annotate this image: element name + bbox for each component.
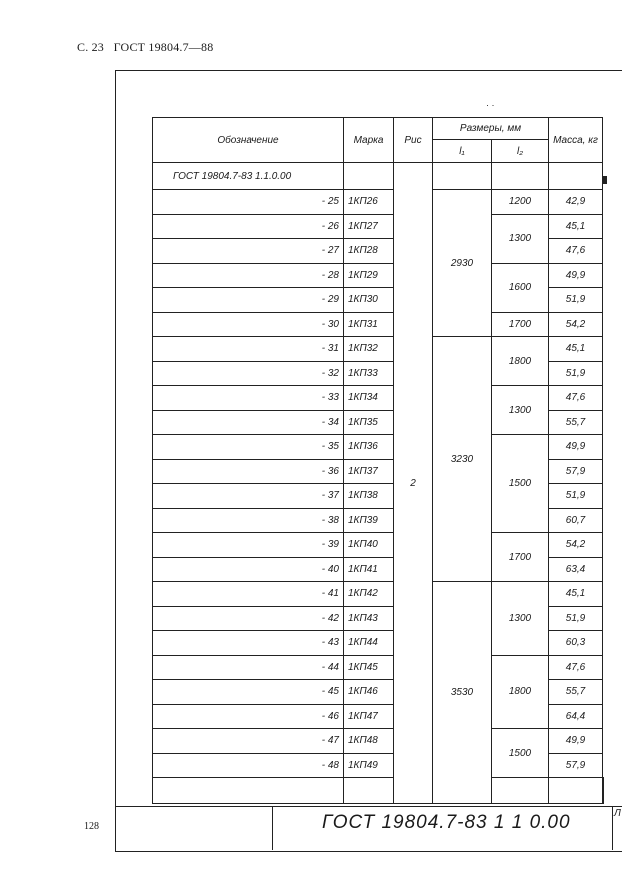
designation-cell: - 40 bbox=[153, 557, 344, 582]
mass-cell: 55,7 bbox=[549, 410, 603, 435]
l2-cell: 1700 bbox=[492, 312, 549, 337]
mark-cell: 1КП37 bbox=[344, 459, 394, 484]
mark-cell: 1КП27 bbox=[344, 214, 394, 239]
sheet-label: Л bbox=[614, 808, 621, 819]
mass-cell: 49,9 bbox=[549, 435, 603, 460]
page-number: 128 bbox=[84, 821, 99, 832]
mark-cell: 1КП45 bbox=[344, 655, 394, 680]
mass-cell: 47,6 bbox=[549, 655, 603, 680]
mark-cell: 1КП42 bbox=[344, 582, 394, 607]
header-l1: l₁ bbox=[433, 140, 492, 163]
designation-cell: - 37 bbox=[153, 484, 344, 509]
l1-cell: 3530 bbox=[433, 582, 492, 804]
mark-cell: 1КП32 bbox=[344, 337, 394, 362]
mark-cell: 1КП36 bbox=[344, 435, 394, 460]
mass-cell: 51,9 bbox=[549, 361, 603, 386]
designation-cell: - 39 bbox=[153, 533, 344, 558]
mass-cell: 55,7 bbox=[549, 680, 603, 705]
designation-cell: - 45 bbox=[153, 680, 344, 705]
mass-cell: 51,9 bbox=[549, 606, 603, 631]
l2-cell: 1800 bbox=[492, 337, 549, 386]
group-title: ГОСТ 19804.7-83 1.1.0.00 bbox=[153, 163, 344, 190]
l2-cell: 1300 bbox=[492, 582, 549, 656]
standard-code: ГОСТ 19804.7—88 bbox=[113, 40, 214, 54]
designation-cell: - 43 bbox=[153, 631, 344, 656]
designation-cell: - 31 bbox=[153, 337, 344, 362]
l2-cell: 1600 bbox=[492, 263, 549, 312]
designation-cell: - 41 bbox=[153, 582, 344, 607]
designation-cell: - 34 bbox=[153, 410, 344, 435]
mass-cell: 51,9 bbox=[549, 288, 603, 313]
l2-cell: 1200 bbox=[492, 190, 549, 215]
mark-cell: 1КП49 bbox=[344, 753, 394, 778]
mark-cell: 1КП29 bbox=[344, 263, 394, 288]
l2-cell: 1500 bbox=[492, 729, 549, 778]
mass-cell: 51,9 bbox=[549, 484, 603, 509]
mark-cell: 1КП40 bbox=[344, 533, 394, 558]
mass-cell: 57,9 bbox=[549, 459, 603, 484]
l2-cell: 1700 bbox=[492, 533, 549, 582]
l2-cell: 1500 bbox=[492, 435, 549, 533]
designation-cell: - 35 bbox=[153, 435, 344, 460]
mass-cell: 63,4 bbox=[549, 557, 603, 582]
mass-cell: 64,4 bbox=[549, 704, 603, 729]
designation-cell: - 38 bbox=[153, 508, 344, 533]
mass-cell: 45,1 bbox=[549, 214, 603, 239]
designation-cell: - 30 bbox=[153, 312, 344, 337]
mark-cell: 1КП35 bbox=[344, 410, 394, 435]
title-block-divider bbox=[272, 806, 273, 850]
title-block-divider bbox=[612, 806, 613, 850]
designation-cell: - 36 bbox=[153, 459, 344, 484]
mark-cell: 1КП47 bbox=[344, 704, 394, 729]
designation-cell: - 26 bbox=[153, 214, 344, 239]
mass-cell: 60,7 bbox=[549, 508, 603, 533]
mass-cell: 57,9 bbox=[549, 753, 603, 778]
mass-cell: 60,3 bbox=[549, 631, 603, 656]
mark-cell: 1КП26 bbox=[344, 190, 394, 215]
mass-cell: 54,2 bbox=[549, 312, 603, 337]
header-l2: l₂ bbox=[492, 140, 549, 163]
mass-cell: 47,6 bbox=[549, 239, 603, 264]
mark-cell: 1КП48 bbox=[344, 729, 394, 754]
mass-cell: 45,1 bbox=[549, 337, 603, 362]
title-block-code: ГОСТ 19804.7-83 1 1 0.00 bbox=[322, 812, 571, 833]
mark-cell: 1КП43 bbox=[344, 606, 394, 631]
designation-cell: - 47 bbox=[153, 729, 344, 754]
designation-cell: - 48 bbox=[153, 753, 344, 778]
header-designation: Обозначение bbox=[153, 118, 344, 163]
mass-cell: 54,2 bbox=[549, 533, 603, 558]
scan-marks: · · bbox=[486, 100, 495, 110]
designation-cell: - 29 bbox=[153, 288, 344, 313]
mark-cell: 1КП31 bbox=[344, 312, 394, 337]
l2-cell: 1800 bbox=[492, 655, 549, 729]
designation-cell: - 25 bbox=[153, 190, 344, 215]
mass-cell: 45,1 bbox=[549, 582, 603, 607]
header-mark: Марка bbox=[344, 118, 394, 163]
designation-cell: - 44 bbox=[153, 655, 344, 680]
mark-cell: 1КП39 bbox=[344, 508, 394, 533]
figure-cell: 2 bbox=[394, 163, 433, 804]
designation-cell: - 33 bbox=[153, 386, 344, 411]
l2-cell: 1300 bbox=[492, 386, 549, 435]
mass-cell: 47,6 bbox=[549, 386, 603, 411]
designation-cell: - 32 bbox=[153, 361, 344, 386]
l1-cell: 2930 bbox=[433, 190, 492, 337]
spec-table bbox=[152, 117, 604, 804]
l2-cell: 1300 bbox=[492, 214, 549, 263]
header-figure: Рис bbox=[394, 118, 433, 163]
mark-cell: 1КП41 bbox=[344, 557, 394, 582]
title-block-border bbox=[115, 806, 622, 807]
l1-cell: 3230 bbox=[433, 337, 492, 582]
mark-cell: 1КП34 bbox=[344, 386, 394, 411]
mark-cell: 1КП38 bbox=[344, 484, 394, 509]
mass-cell: 49,9 bbox=[549, 729, 603, 754]
designation-cell: - 46 bbox=[153, 704, 344, 729]
mark-cell: 1КП30 bbox=[344, 288, 394, 313]
designation-cell: - 42 bbox=[153, 606, 344, 631]
header-mass: Масса, кг bbox=[549, 118, 603, 163]
header-dims: Размеры, мм bbox=[433, 118, 549, 140]
mass-cell: 49,9 bbox=[549, 263, 603, 288]
page-number-top: С. 23 bbox=[77, 40, 105, 54]
mark-cell: 1КП44 bbox=[344, 631, 394, 656]
mark-cell: 1КП28 bbox=[344, 239, 394, 264]
mass-cell: 42,9 bbox=[549, 190, 603, 215]
designation-cell: - 28 bbox=[153, 263, 344, 288]
scan-edge-mark bbox=[603, 176, 607, 184]
designation-cell: - 27 bbox=[153, 239, 344, 264]
mark-cell: 1КП46 bbox=[344, 680, 394, 705]
page-header bbox=[77, 40, 213, 55]
mark-cell: 1КП33 bbox=[344, 361, 394, 386]
